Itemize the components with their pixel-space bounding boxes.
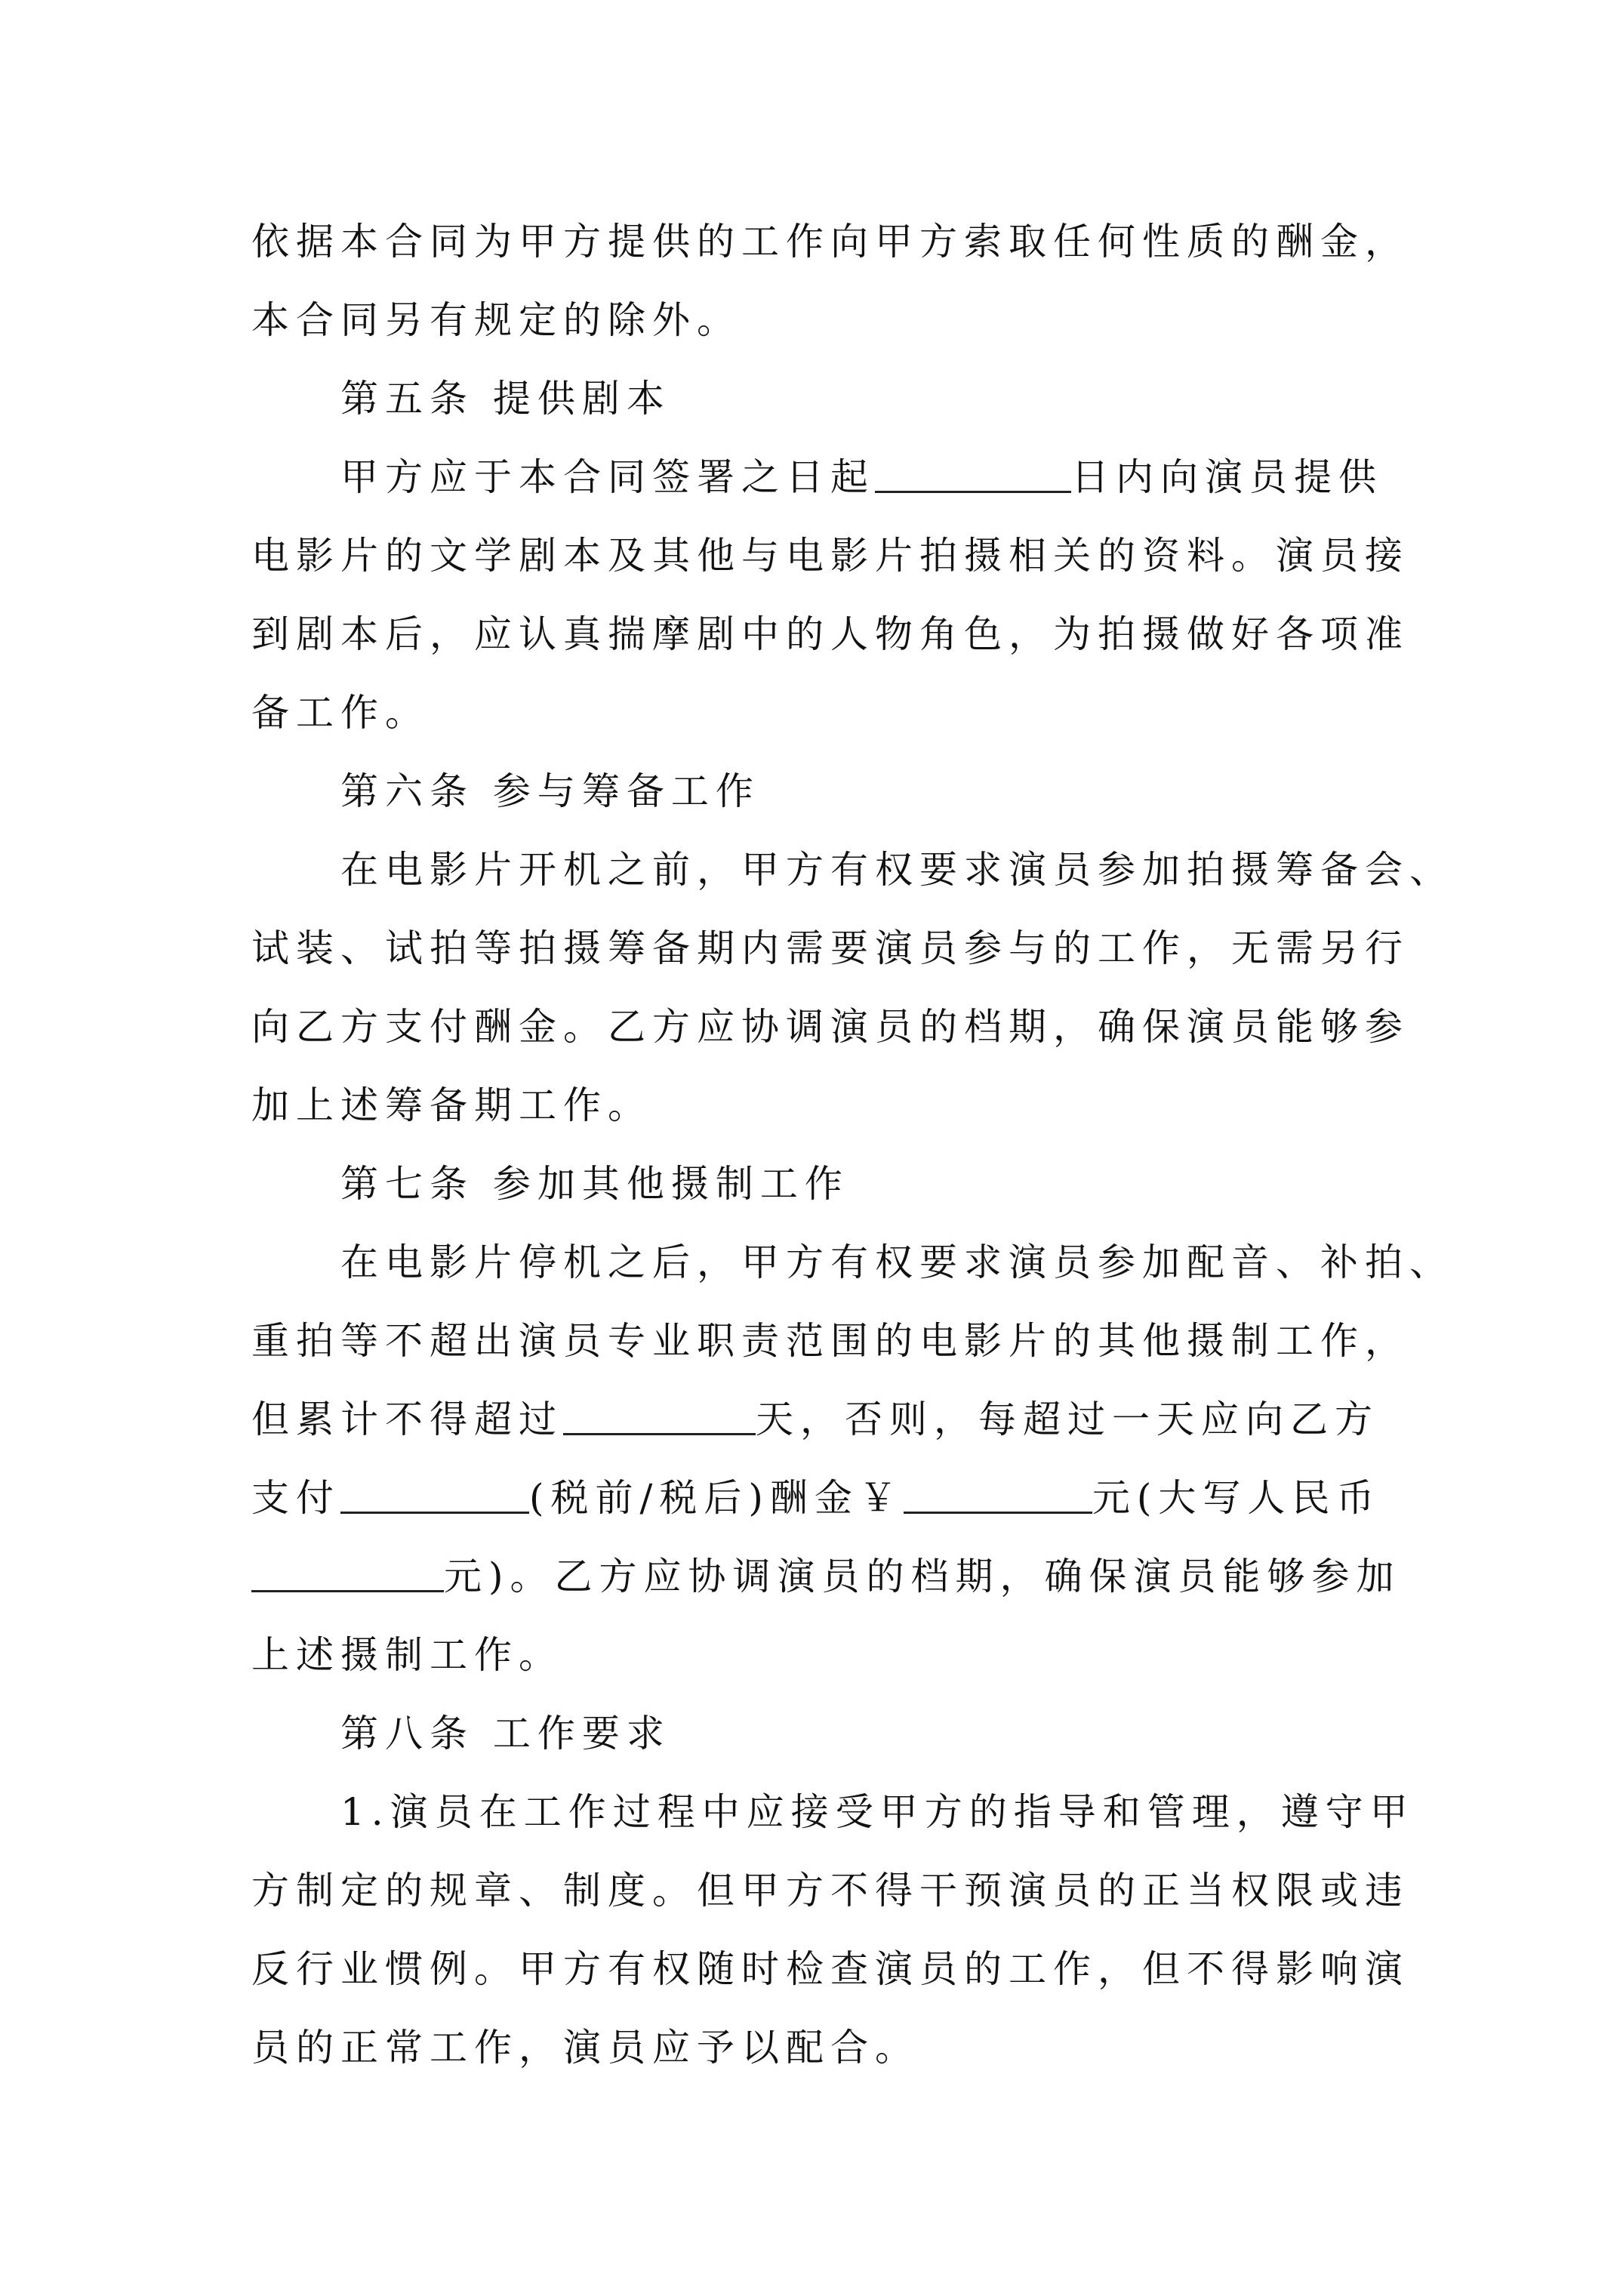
text-segment: 支付 bbox=[251, 1476, 340, 1520]
paragraph-line: 试装、试拍等拍摄筹备期内需要演员参与的工作，无需另行 bbox=[251, 926, 1409, 970]
article-7-heading: 第七条 参加其他摄制工作 bbox=[340, 1162, 849, 1206]
paragraph-line: 到剧本后，应认真揣摩剧中的人物角色，为拍摄做好各项准 bbox=[251, 612, 1409, 656]
paragraph-line: 依据本合同为甲方提供的工作向甲方索取任何性质的酬金， bbox=[251, 220, 1409, 264]
paragraph-line: 重拍等不超出演员专业职责范围的电影片的其他摄制工作， bbox=[251, 1319, 1409, 1363]
paragraph-line: 本合同另有规定的除外。 bbox=[251, 298, 741, 342]
contract-page bbox=[251, 202, 1454, 2087]
fill-blank-amount[interactable] bbox=[904, 1469, 1092, 1514]
paragraph-line: 在电影片开机之前，甲方有权要求演员参加拍摄筹备会、 bbox=[340, 848, 1454, 892]
paragraph-line: 1.演员在工作过程中应接受甲方的指导和管理，遵守甲 bbox=[340, 1790, 1415, 1834]
article-8-heading: 第八条 工作要求 bbox=[340, 1712, 671, 1755]
paragraph-line: 向乙方支付酬金。乙方应协调演员的档期，确保演员能够参 bbox=[251, 1005, 1409, 1049]
paragraph-line: 方制定的规章、制度。但甲方不得干预演员的正当权限或违 bbox=[251, 1869, 1409, 1912]
text-segment: 元)。乙方应协调演员的档期，确保演员能够参加 bbox=[444, 1555, 1401, 1598]
article-6-heading: 第六条 参与筹备工作 bbox=[340, 769, 760, 813]
paragraph-line: 电影片的文学剧本及其他与电影片拍摄相关的资料。演员接 bbox=[251, 534, 1409, 578]
paragraph-line bbox=[251, 1380, 1391, 1459]
paragraph-line: 反行业惯例。甲方有权随时检查演员的工作，但不得影响演 bbox=[251, 1947, 1409, 1991]
text-segment: 甲方应于本合同签署之日起 bbox=[340, 455, 875, 499]
text-segment: (税前/税后)酬金￥ bbox=[529, 1476, 904, 1520]
paragraph-line: 员的正常工作，演员应予以配合。 bbox=[251, 2026, 919, 2069]
fill-blank-days[interactable] bbox=[875, 448, 1071, 493]
fill-blank-tax[interactable] bbox=[340, 1469, 529, 1514]
article-5-heading: 第五条 提供剧本 bbox=[340, 377, 671, 421]
text-segment: 日内向演员提供 bbox=[1071, 455, 1383, 499]
fill-blank-amount-words[interactable] bbox=[251, 1548, 444, 1592]
text-segment: 元(大写人民币 bbox=[1092, 1476, 1381, 1520]
paragraph-line: 加上述筹备期工作。 bbox=[251, 1083, 652, 1127]
paragraph-line bbox=[251, 438, 1391, 516]
fill-blank-days[interactable] bbox=[563, 1391, 756, 1435]
paragraph-line bbox=[251, 1537, 1401, 1616]
paragraph-line bbox=[251, 1459, 1391, 1537]
text-segment: 但累计不得超过 bbox=[251, 1398, 563, 1441]
paragraph-line: 备工作。 bbox=[251, 691, 430, 735]
paragraph-line: 上述摄制工作。 bbox=[251, 1633, 563, 1677]
text-segment: 天，否则，每超过一天应向乙方 bbox=[756, 1398, 1379, 1441]
paragraph-line: 在电影片停机之后，甲方有权要求演员参加配音、补拍、 bbox=[340, 1240, 1454, 1284]
